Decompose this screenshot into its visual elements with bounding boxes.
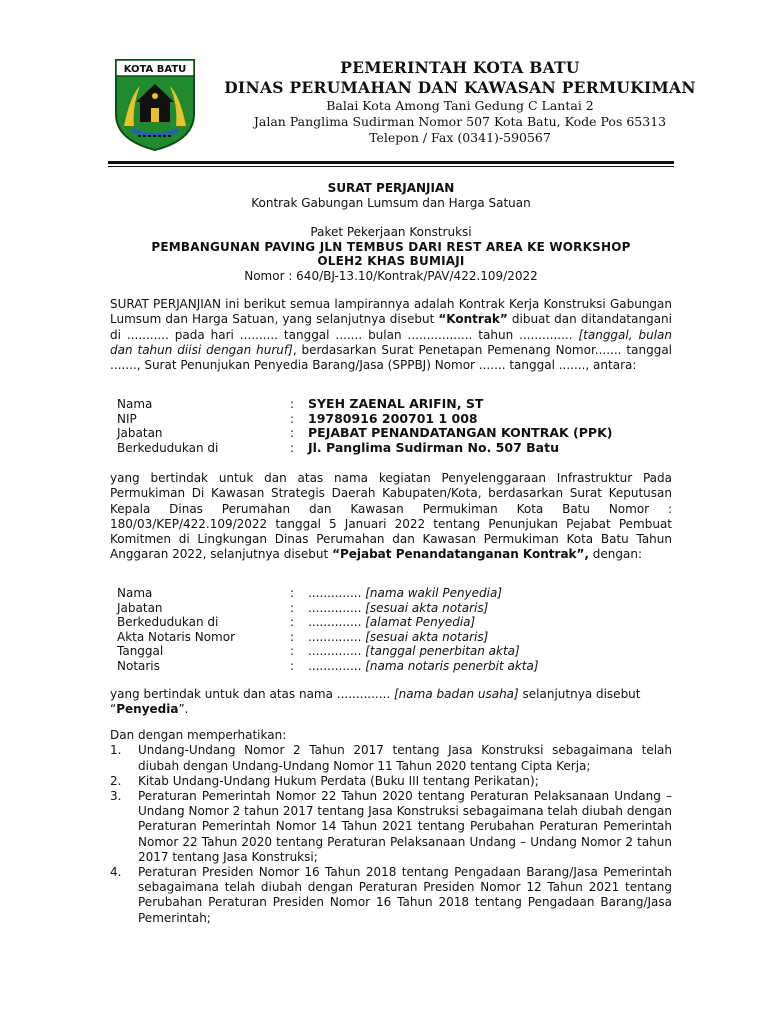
considering-item-number: 4. xyxy=(110,864,122,879)
party2-value xyxy=(308,615,539,630)
party2-value xyxy=(308,630,539,645)
party2-hint: [sesuai akta notaris] xyxy=(365,600,489,615)
considering-item-text: Peraturan Presiden Nomor 16 Tahun 2018 tentang Pengadaan Barang/Jasa Pemerintah sebagaimana telah diubah dengan Peraturan Presiden Nomor 12 Tahun 2021 tentang Perubahan Peraturan Presiden Nomor 16 Tahun 2018 tentang Pengadaan Barang/Jasa Pemerintah; xyxy=(138,864,672,925)
party1-block xyxy=(110,397,672,455)
letterhead-phone: Telepon / Fax (0341)-590567 xyxy=(369,130,551,145)
considering-item xyxy=(110,789,672,865)
party1-sep: : xyxy=(290,440,295,455)
party1-label: Jabatan xyxy=(117,426,163,440)
party2-label: Notaris xyxy=(117,658,160,673)
party2-dots: .............. xyxy=(308,600,362,615)
party2-label: Akta Notaris Nomor xyxy=(117,629,236,644)
party2-value xyxy=(308,659,539,674)
considering-item-text: Kitab Undang-Undang Hukum Perdata (Buku III tentang Perikatan); xyxy=(138,773,539,788)
party2-hint: [nama wakil Penyedia] xyxy=(365,586,503,600)
letterhead-building: Balai Kota Among Tani Gedung C Lantai 2 xyxy=(326,98,594,113)
party1-value: 19780916 200701 1 008 xyxy=(308,410,478,426)
party2-text-mid: selanjutnya disebut xyxy=(518,687,641,701)
intro-date-hint: [tanggal, bulan dan tahun diisi dengan huruf] xyxy=(110,327,673,357)
party1-sep: : xyxy=(290,397,295,411)
party2-row xyxy=(110,630,539,645)
party1-table xyxy=(110,397,612,455)
intro-text-2: dibuat dan ditandatangani di ........... pada hari .......... tanggal ....... bulan ................. tahun .............. xyxy=(110,312,673,342)
intro-text-1: SURAT PERJANJIAN ini berikut semua lampirannya adalah Kontrak Kerja Konstruksi Gabungan Lumsum dan Harga Satuan, yang selanjutnya disebut xyxy=(110,297,672,327)
letterhead-agency: DINAS PERUMAHAN DAN KAWASAN PERMUKIMAN xyxy=(224,78,696,97)
party1-row xyxy=(110,441,612,456)
kota-batu-crest-logo xyxy=(110,56,200,152)
party1-value: PEJABAT PENANDATANGAN KONTRAK (PPK) xyxy=(308,425,613,440)
party2-row xyxy=(110,644,539,659)
party2-sep: : xyxy=(290,629,295,644)
letterhead-divider-thick xyxy=(108,161,674,164)
party2-block xyxy=(110,586,672,673)
considering-item xyxy=(110,774,672,789)
party1-label: NIP xyxy=(117,411,137,426)
party2-entity-hint: [nama badan usaha] xyxy=(394,687,519,701)
party2-value xyxy=(308,601,539,616)
considering-item xyxy=(110,865,672,926)
party2-row xyxy=(110,659,539,674)
party2-label: Tanggal xyxy=(117,644,164,658)
party2-value xyxy=(308,586,539,601)
project-name-line1: PEMBANGUNAN PAVING JLN TEMBUS DARI REST AREA KE WORKSHOP xyxy=(151,240,631,254)
party2-dots: .............. xyxy=(308,615,362,629)
letterhead xyxy=(200,58,720,146)
party2-value xyxy=(308,644,539,659)
party2-hint: [sesuai akta notaris] xyxy=(365,629,489,644)
party2-sep: : xyxy=(290,615,295,629)
document-heading: SURAT PERJANJIAN xyxy=(327,181,455,195)
party2-quote-close: ”. xyxy=(178,702,189,717)
party2-sep: : xyxy=(290,586,295,600)
party1-value: Jl. Panglima Sudirman No. 507 Batu xyxy=(308,439,559,455)
party2-sep: : xyxy=(290,658,295,673)
party1-paragraph xyxy=(110,471,672,563)
considering-item xyxy=(110,743,672,773)
letterhead-government: PEMERINTAH KOTA BATU xyxy=(340,58,580,77)
party2-hint: [nama notaris penerbit akta] xyxy=(365,658,539,673)
party1-sep: : xyxy=(290,411,295,426)
considering-section xyxy=(110,728,672,926)
considering-list xyxy=(110,743,672,925)
party1-term: “Pejabat Penandatanganan Kontrak”, xyxy=(332,547,589,562)
party1-row xyxy=(110,397,612,412)
party2-row xyxy=(110,615,539,630)
party1-label: Berkedudukan di xyxy=(117,440,219,455)
party1-text: yang bertindak untuk dan atas nama kegiatan Penyelenggaraan Infrastruktur Pada Permukiman Di Kawasan Strategis Daerah Kabupaten/Kota, berdasarkan Surat Keputusan Kepala Dinas Perumahan dan Kawasan Permukiman Kota Batu Nomor : 180/03/KEP/422.109/2022 tanggal 5 Januari 2022 tentang Penunjukan Pejabat Pembuat Komitmen di Lingkungan Dinas Perumahan dan Kawasan Permukiman Kota Batu Tahun Anggaran 2022, selanjutnya disebut xyxy=(110,471,672,562)
party2-label: Berkedudukan di xyxy=(117,615,219,629)
party1-value: SYEH ZAENAL ARIFIN, ST xyxy=(308,396,484,411)
party2-row xyxy=(110,601,539,616)
party2-hint: [alamat Penyedia] xyxy=(365,615,476,629)
considering-item-number: 1. xyxy=(110,743,122,758)
party2-sep: : xyxy=(290,600,295,615)
party2-dots: .............. xyxy=(308,658,362,673)
party2-term: Penyedia xyxy=(116,702,179,717)
considering-intro: Dan dengan memperhatikan: xyxy=(110,728,287,742)
party2-table xyxy=(110,586,539,673)
party2-label: Nama xyxy=(117,586,153,600)
party1-row xyxy=(110,426,612,441)
considering-item-number: 3. xyxy=(110,788,122,803)
party1-text-end: dengan: xyxy=(588,547,643,562)
letterhead-address: Jalan Panglima Sudirman Nomor 507 Kota Batu, Kode Pos 65313 xyxy=(253,114,667,129)
project-name-line2: OLEH2 KHAS BUMIAJI xyxy=(317,254,465,268)
party2-text: yang bertindak untuk dan atas nama .............. xyxy=(110,687,394,701)
package-label: Paket Pekerjaan Konstruksi xyxy=(310,225,472,239)
considering-item-text: Undang-Undang Nomor 2 Tahun 2017 tentang Jasa Konstruksi sebagaimana telah diubah dengan Undang-Undang Nomor 11 Tahun 2020 tentang Cipta Kerja; xyxy=(138,743,672,773)
party2-quote-open: “ xyxy=(110,702,117,717)
party2-dots: .............. xyxy=(308,586,362,600)
party1-row xyxy=(110,412,612,427)
intro-paragraph xyxy=(110,297,672,373)
party2-sep: : xyxy=(290,644,295,658)
letterhead-divider-thin xyxy=(108,166,674,167)
party2-row xyxy=(110,586,539,601)
contract-number: Nomor : 640/BJ-13.10/Kontrak/PAV/422.109/2022 xyxy=(244,269,538,283)
party2-paragraph xyxy=(110,687,672,718)
party1-sep: : xyxy=(290,426,295,440)
logo-label: KOTA BATU xyxy=(123,64,187,75)
intro-text-3: , berdasarkan Surat Penetapan Pemenang Nomor....... tanggal ......., Surat Penunjukan Penyedia Barang/Jasa (SPPBJ) Nomor ....... tanggal ......., antara: xyxy=(110,342,673,373)
party1-label: Nama xyxy=(117,397,153,411)
considering-item-text: Peraturan Pemerintah Nomor 22 Tahun 2020 tentang Peraturan Pelaksanaan Undang – Undang Nomor 2 tahun 2017 tentang Jasa Konstruksi sebagaimana telah diubah dengan Peraturan Pemerintah Nomor 14 Tahun 2021 tentang Perubahan Peraturan Pemerintah Nomor 22 Tahun 2020 tentang Peraturan Pelaksanaan Undang – Undang Nomor 2 tahun 2017 tentang Jasa Konstruksi; xyxy=(138,788,672,864)
party2-hint: [tanggal penerbitan akta] xyxy=(365,644,520,658)
party2-dots: .............. xyxy=(308,644,362,658)
considering-item-number: 2. xyxy=(110,773,122,788)
party2-label: Jabatan xyxy=(117,600,163,615)
document-subheading: Kontrak Gabungan Lumsum dan Harga Satuan xyxy=(251,196,531,210)
party2-dots: .............. xyxy=(308,629,362,644)
intro-kontrak-term: “Kontrak” xyxy=(438,312,508,327)
